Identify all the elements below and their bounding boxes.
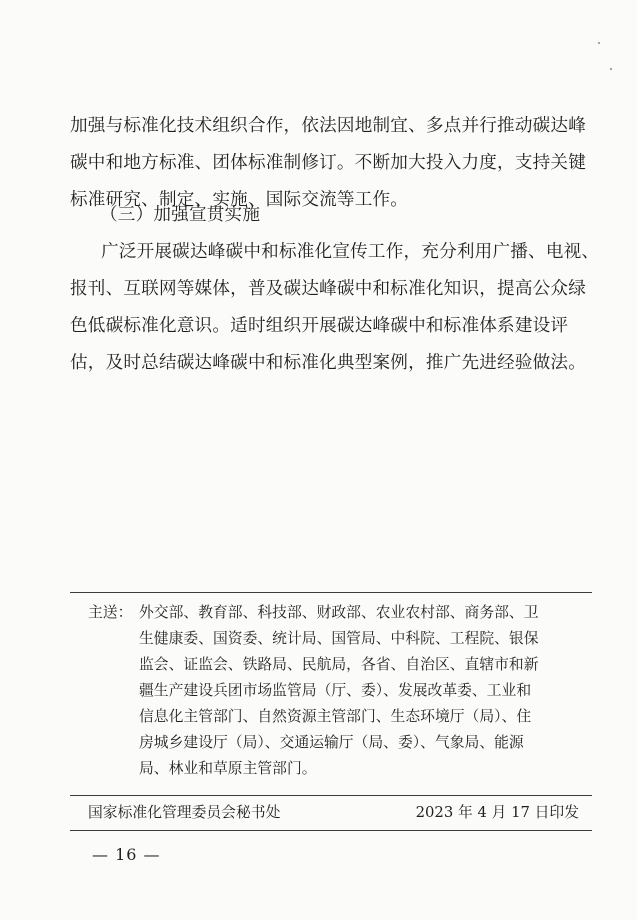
section-heading-text: （三）加强宣贯实施 [100, 205, 261, 225]
paragraph-line: 估，及时总结碳达峰碳中和标准化典型案例，推广先进经验做法。 [70, 353, 587, 373]
distribution-line: 疆生产建设兵团市场监管局（厅、委）、发展改革委、工业和 [139, 682, 532, 699]
page-number: — 16 — [92, 845, 161, 864]
distribution-line [88, 600, 588, 626]
distribution-line: 信息化主管部门、自然资源主管部门、生态环境厅（局）、住 [139, 708, 532, 725]
paragraph-line: 报刊、互联网等媒体，普及碳达峰碳中和标准化知识，提高公众绿 [70, 279, 587, 299]
divider-bottom [70, 830, 592, 831]
body-paragraph-2 [70, 234, 600, 382]
distribution-label: 主送： [88, 604, 133, 621]
section-heading [100, 197, 620, 234]
scan-speck [610, 68, 612, 70]
distribution-list [88, 600, 588, 782]
paragraph-line: 标准研究、制定、实施、国际交流等工作。 [70, 190, 409, 210]
paragraph-line: 加强与标准化技术组织合作，依法因地制宜、多点并行推动碳达峰 [70, 116, 587, 136]
distribution-line: 生健康委、国资委、统计局、国管局、中科院、工程院、银保 [139, 630, 539, 647]
paragraph-line: 广泛开展碳达峰碳中和标准化宣传工作，充分利用广播、电视、 [101, 242, 600, 262]
paragraph-line: 碳中和地方标准、团体标准制修订。不断加大投入力度，支持关键 [70, 153, 587, 173]
distribution-line: 房城乡建设厅（局）、交通运输厅（局、委）、气象局、能源 [139, 734, 524, 751]
divider-middle [70, 795, 592, 796]
distribution-line: 监会、证监会、铁路局、民航局，各省、自治区、直辖市和新 [139, 656, 539, 673]
issuer-name: 国家标准化管理委员会秘书处 [88, 804, 281, 821]
distribution-line: 局、林业和草原主管部门。 [139, 760, 317, 777]
paragraph-line: 色低碳标准化意识。适时组织开展碳达峰碳中和标准体系建设评 [70, 316, 569, 336]
distribution-text: 外交部、教育部、科技部、财政部、农业农村部、商务部、卫 [139, 604, 539, 621]
issue-date: 2023 年 4 月 17 日印发 [415, 804, 579, 821]
scan-speck [598, 42, 600, 44]
divider-top [70, 592, 592, 593]
